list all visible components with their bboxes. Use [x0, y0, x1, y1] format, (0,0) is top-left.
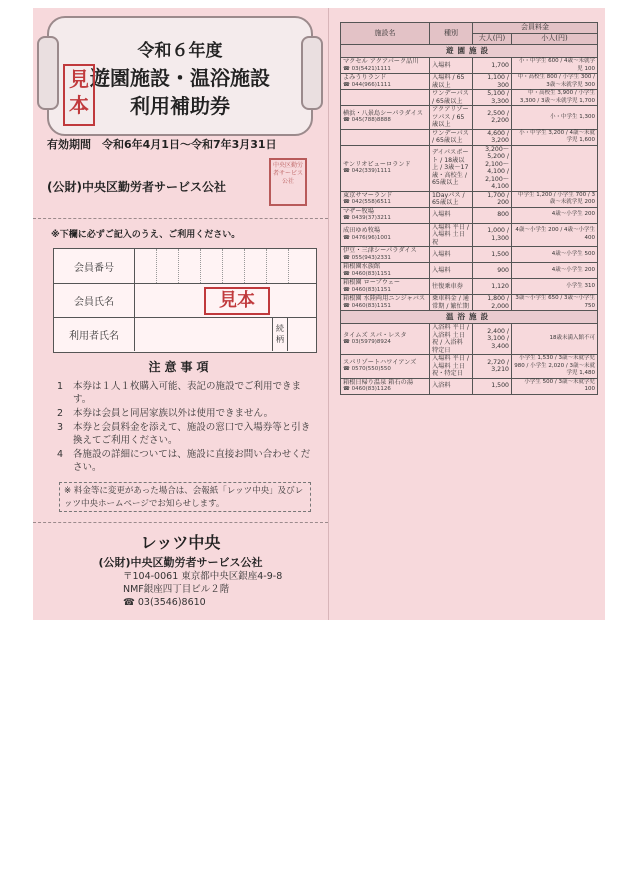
facility-name: 東京サマーランド: [343, 191, 393, 199]
zokugara-field[interactable]: [290, 317, 316, 351]
facility-name: 横浜・八景島シーパラダイス: [343, 109, 423, 117]
member-form: [53, 248, 317, 353]
member-name-field[interactable]: [135, 283, 315, 316]
child-fee: 中学生 1,200 / 小学生 700 / 3歳～未就学児 200: [512, 191, 598, 207]
caution-item: 3 本券と会員料金を添えて、施設の窓口で入場券等と引き換えてご利用ください。: [57, 422, 311, 446]
fee-type: 1Dayパス / 65歳以上: [430, 191, 473, 207]
facility-cell: [341, 58, 430, 74]
facility-cell: [341, 378, 430, 394]
child-fee: 4歳～小学生 500: [512, 247, 598, 263]
child-fee: 小学生 500 / 3歳～未就学児 100: [512, 378, 598, 394]
facility-name: よみうりランド: [343, 74, 387, 81]
facility-cell: [341, 295, 430, 311]
fee-row: [341, 263, 598, 279]
facility-cell: [341, 279, 430, 295]
facility-name: タイムズ スパ・レスタ: [343, 331, 407, 339]
adult-fee: 2,500 / 2,200: [473, 106, 512, 130]
official-seal: 中央区勤労者サービス公社: [269, 158, 307, 206]
fee-row: [341, 90, 598, 106]
member-name-label: 会員氏名: [74, 297, 114, 308]
facility-name: 箱根日帰り温泉 箱石の湯: [343, 378, 414, 386]
header-facility: 施設名: [341, 23, 430, 45]
child-fee: 中・高校生 800 / 小学生 300 / 3歳～未就学児 300: [512, 74, 598, 90]
fee-row: [341, 378, 598, 394]
fee-row: [341, 58, 598, 74]
phone-number: ☎ 03(3546)8610: [123, 597, 206, 608]
ticket-year: 令和６年度: [137, 41, 223, 61]
facility-cell: [341, 207, 430, 223]
fee-row: [341, 295, 598, 311]
child-fee: 小・中学生 1,300: [512, 106, 598, 130]
header-adult: 大人(円): [473, 34, 512, 45]
facility-cell: [341, 355, 430, 379]
fee-type: 入場料: [430, 207, 473, 223]
form-note: ※下欄に必ずご記入のうえ、ご利用ください。: [51, 230, 241, 240]
child-fee: 小・中学生 600 / 4歳～未就学児 100: [512, 58, 598, 74]
facility-phone: ☎ 044(966)1111: [343, 81, 391, 88]
facility-name: マクセル アクアパーク品川: [343, 58, 419, 65]
fee-type: 入浴料 平日 / 入浴料 土日祝 / 入浴料 特定日: [430, 324, 473, 355]
fee-table-panel: [340, 22, 598, 395]
child-fee: 4歳～小学生 200: [512, 263, 598, 279]
facility-cell: [341, 191, 430, 207]
fee-row: [341, 279, 598, 295]
address-block: [123, 570, 282, 609]
adult-fee: 1,500: [473, 378, 512, 394]
header-child: 小人(円): [512, 34, 598, 45]
facility-name: マザー牧場: [343, 207, 374, 215]
facility-name: 成田ゆめ牧場: [343, 227, 381, 235]
fee-row: [341, 223, 598, 247]
member-no-row: [54, 249, 316, 284]
ticket-title-line2: 利用補助券: [130, 94, 230, 118]
member-no-label: 会員番号: [74, 263, 114, 274]
adult-fee: 2,400 / 3,100 / 3,400: [473, 324, 512, 355]
cut-line-2: [33, 522, 328, 523]
adult-fee: 3,200～5,200 / 2,100～4,100 / 2,100～4,100: [473, 145, 512, 191]
ticket-title-line1: 遊園施設・温浴施設: [90, 66, 270, 90]
facility-phone: ☎ 042(339)1111: [343, 168, 391, 174]
section-spa: 温浴施設: [341, 311, 598, 324]
facility-phone: ☎ 0439(37)3211: [343, 215, 391, 221]
adult-fee: 1,700: [473, 58, 512, 74]
facility-phone: ☎ 0460(83)1151: [343, 270, 391, 277]
user-name-field[interactable]: [135, 317, 271, 351]
header-type: 種別: [430, 23, 473, 45]
facility-name: 伊豆・三津シーパラダイス: [343, 247, 417, 254]
fee-type: 入場料: [430, 58, 473, 74]
facility-phone: ☎ 045(788)8888: [343, 117, 391, 124]
child-fee: 中・高校生 3,900 / 小学生 3,300 / 3歳～未就学児 1,700: [512, 90, 598, 106]
amusement-rows: [341, 58, 598, 311]
adult-fee: 1,800 / 2,000: [473, 295, 512, 311]
issuer-org: (公財)中央区勤労者サービス公社: [47, 180, 226, 194]
zokugara-label: 続柄: [272, 317, 288, 351]
fee-type: ワンデーパス / 65歳以上: [430, 90, 473, 106]
facility-cell: [341, 106, 430, 130]
facility-name: サンリオピューロランド: [343, 160, 411, 168]
adult-fee: 5,100 / 3,300: [473, 90, 512, 106]
fee-type: アクアリゾーツパス / 65歳以上: [430, 106, 473, 130]
adult-fee: 4,600 / 3,200: [473, 129, 512, 145]
facility-cell: [341, 223, 430, 247]
fee-type: 入場料 / 65歳以上: [430, 74, 473, 90]
facility-cell: [341, 324, 430, 355]
fee-type: 入場料 平日 / 入場料 土日祝・特定日: [430, 355, 473, 379]
validity-period: 有効期間 令和6年4月1日～令和7年3月31日: [47, 138, 277, 151]
child-fee: 3歳～小学生 650 / 3歳～小学生 750: [512, 295, 598, 311]
fee-type: 入浴料: [430, 378, 473, 394]
change-notice: ※ 料金等に変更があった場合は、会報紙「レッツ中央」及びレッツ中央ホームページでお知らせします。: [59, 482, 311, 512]
facility-phone: ☎ 0460(83)1151: [343, 302, 391, 309]
fee-type: 入場料: [430, 247, 473, 263]
caution-item: 1 本券は１人１枚購入可能、表記の施設でご利用できます。: [57, 381, 302, 405]
title-ribbon: [47, 16, 313, 136]
fee-row: [341, 191, 598, 207]
facility-cell: [341, 90, 430, 106]
facility-name: 箱根園 水陸両用ニンジャバス: [343, 295, 426, 302]
cut-line: [33, 218, 328, 219]
facility-cell: [341, 145, 430, 191]
facility-phone: ☎ 03(5421)1111: [343, 65, 391, 72]
child-fee: 4歳～小学生 200: [512, 207, 598, 223]
adult-fee: 1,120: [473, 279, 512, 295]
fee-type: 往復乗車券: [430, 279, 473, 295]
facility-phone: ☎ 03(5979)8924: [343, 339, 391, 345]
facility-cell: [341, 74, 430, 90]
user-name-label: 利用者氏名: [69, 331, 119, 342]
fee-type: 入場料: [430, 263, 473, 279]
fee-row: [341, 129, 598, 145]
child-fee: 小学生 1,530 / 3歳～未就学児 980 / 小学生 2,020 / 3歳～未就学児 1,480: [512, 355, 598, 379]
adult-fee: 1,100 / 300: [473, 74, 512, 90]
facility-cell: [341, 263, 430, 279]
fee-table-header: [341, 23, 598, 34]
facility-cell: [341, 129, 430, 145]
brand-org: (公財)中央区勤労者サービス公社: [98, 556, 263, 569]
facility-phone: ☎ 055(943)2331: [343, 254, 391, 261]
member-no-field[interactable]: [135, 249, 315, 282]
ticket-left-panel: [33, 8, 328, 620]
header-member-fee: 会員料金: [473, 23, 598, 34]
caution-item: 2 本券は会員と同居家族以外は使用できません。: [57, 408, 274, 419]
facility-phone: ☎ 042(558)6511: [343, 199, 391, 205]
facility-phone: ☎ 0460(83)1151: [343, 286, 391, 293]
facility-cell: [341, 247, 430, 263]
fee-type: デイパスポート / 18歳以上 / 3歳～17歳・高校生 / 65歳以上: [430, 145, 473, 191]
facility-phone: ☎ 0476(96)1001: [343, 234, 391, 241]
facility-phone: ☎ 0570(550)550: [343, 366, 391, 373]
facility-name: スパリゾートハワイアンズ: [343, 358, 417, 366]
adult-fee: 1,700 / 200: [473, 191, 512, 207]
adult-fee: 800: [473, 207, 512, 223]
caution-title: 注意事項: [148, 360, 213, 374]
fee-row: [341, 247, 598, 263]
name-sample-stamp: 見本: [204, 287, 270, 315]
user-name-row: [54, 317, 316, 351]
child-fee: [512, 145, 598, 191]
sample-stamp: 見本: [63, 64, 95, 126]
adult-fee: 1,500: [473, 247, 512, 263]
child-fee: 小学生 310: [512, 279, 598, 295]
adult-fee: 900: [473, 263, 512, 279]
child-fee: 4歳～小学生 200 / 4歳～小学生 400: [512, 223, 598, 247]
address-line1: 〒104-0061 東京都中央区銀座4-9-8: [123, 571, 283, 582]
fee-row: [341, 145, 598, 191]
adult-fee: 1,000 / 1,300: [473, 223, 512, 247]
fee-row: [341, 106, 598, 130]
facility-phone: ☎ 0460(83)1126: [343, 386, 391, 392]
address-line2: NMF銀座四丁目ビル２階: [123, 584, 230, 595]
caution-item: 4 各施設の詳細については、施設に直接お問い合わせください。: [57, 449, 311, 473]
fee-row: [341, 324, 598, 355]
facility-name: 箱根園 ロープウェー: [343, 279, 401, 286]
fold-line: [328, 8, 329, 620]
fee-row: [341, 355, 598, 379]
fee-table: [340, 22, 598, 395]
spa-rows: [341, 324, 598, 395]
adult-fee: 2,720 / 3,210: [473, 355, 512, 379]
fee-type: 入場料 平日 / 入場料 土日祝: [430, 223, 473, 247]
fee-type: ワンデーパス / 65歳以上: [430, 129, 473, 145]
facility-name: 箱根園水族館: [343, 263, 381, 270]
section-amusement: 遊園施設: [341, 45, 598, 58]
brand-name: レッツ中央: [140, 533, 221, 552]
child-fee: 18歳未満入館不可: [512, 324, 598, 355]
fee-row: [341, 74, 598, 90]
child-fee: 小・中学生 3,200 / 4歳～未就学児 1,600: [512, 129, 598, 145]
fee-row: [341, 207, 598, 223]
fee-type: 乗車料金 / 通常期 / 繁忙期: [430, 295, 473, 311]
caution-list: [57, 380, 319, 475]
member-name-row: [54, 283, 316, 318]
